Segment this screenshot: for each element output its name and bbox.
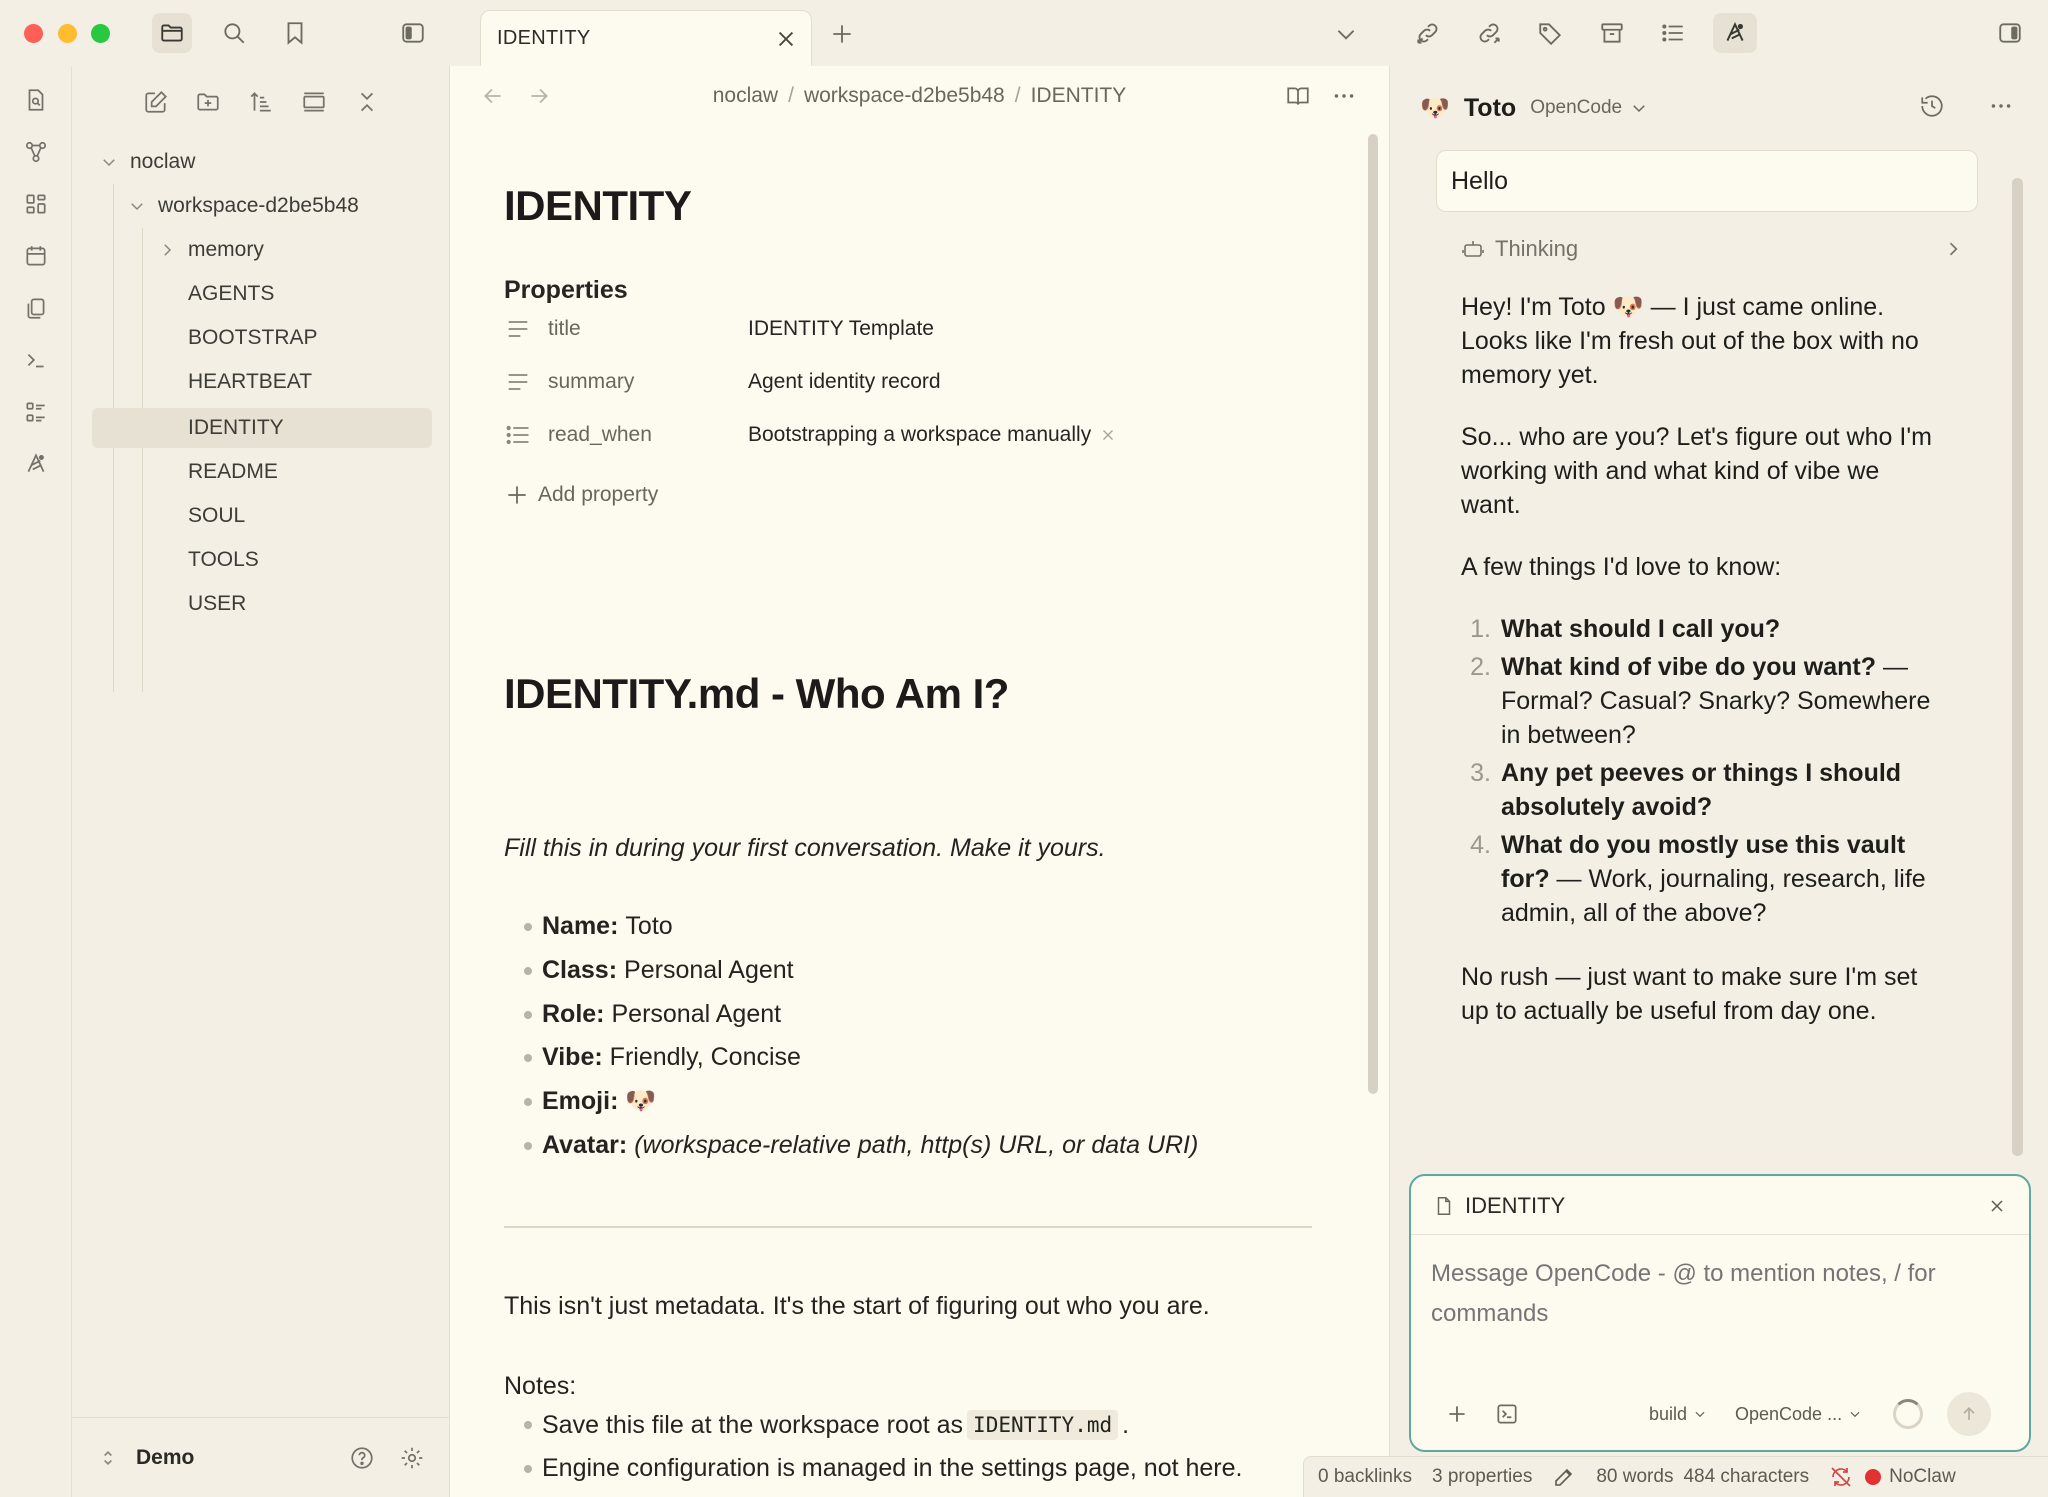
property-row[interactable] bbox=[504, 415, 1117, 455]
field-value: Personal Agent bbox=[624, 956, 794, 984]
file-explorer bbox=[72, 66, 450, 1497]
help-icon[interactable] bbox=[342, 1438, 382, 1478]
property-row[interactable] bbox=[504, 309, 934, 349]
chevron-down-icon bbox=[128, 197, 146, 215]
field-value: Toto bbox=[625, 912, 673, 940]
tab-label: IDENTITY bbox=[497, 27, 591, 49]
properties-count: 3 properties bbox=[1432, 1466, 1533, 1487]
message-input[interactable] bbox=[1431, 1254, 2011, 1344]
collapse-view-icon[interactable] bbox=[294, 82, 334, 122]
vault-name: Demo bbox=[136, 1446, 195, 1469]
breadcrumb-root[interactable]: noclaw bbox=[712, 84, 779, 107]
chevron-right-icon bbox=[1943, 239, 1963, 259]
thinking-toggle[interactable] bbox=[1461, 232, 1963, 266]
folder-label: noclaw bbox=[130, 150, 196, 173]
notes-heading: Notes: bbox=[504, 1372, 577, 1400]
zoom-window-button[interactable] bbox=[91, 24, 110, 43]
question-item bbox=[1461, 650, 1941, 752]
toggle-left-sidebar-icon[interactable] bbox=[393, 13, 433, 53]
property-row[interactable] bbox=[504, 362, 941, 402]
send-button[interactable] bbox=[1947, 1392, 1991, 1436]
list-number: 4. bbox=[1470, 831, 1491, 859]
history-icon[interactable] bbox=[1912, 86, 1952, 126]
more-options-icon[interactable] bbox=[1324, 76, 1364, 116]
agent-status-label: NoClaw bbox=[1889, 1466, 1956, 1487]
plus-icon bbox=[504, 482, 530, 508]
agent-name: Toto bbox=[1463, 93, 1517, 122]
assistant-paragraph: No rush — just want to make sure I'm set up to actually be useful from day one. bbox=[1461, 963, 1918, 1025]
composer-divider bbox=[1411, 1234, 2029, 1235]
terminal-icon[interactable] bbox=[16, 340, 56, 380]
message-composer bbox=[1409, 1174, 2031, 1452]
arrow-up-icon bbox=[1959, 1404, 1979, 1424]
model-selector[interactable] bbox=[1735, 1400, 1862, 1428]
list-item bbox=[524, 1410, 1129, 1440]
file-label: TOOLS bbox=[188, 548, 259, 571]
breadcrumb-folder[interactable]: workspace-d2be5b48 bbox=[803, 84, 1005, 107]
files-icon[interactable] bbox=[152, 13, 192, 53]
title-bar bbox=[0, 0, 2048, 66]
agent-chat-icon[interactable] bbox=[1713, 13, 1757, 53]
field-label: Name: bbox=[542, 912, 619, 940]
backlinks-icon[interactable] bbox=[1408, 13, 1448, 53]
open-quick-note-icon[interactable] bbox=[16, 80, 56, 120]
sort-icon[interactable] bbox=[241, 82, 281, 122]
vault-switcher[interactable] bbox=[98, 1438, 194, 1478]
file-agents[interactable] bbox=[188, 274, 274, 314]
outgoing-links-icon[interactable] bbox=[1469, 13, 1509, 53]
file-user[interactable] bbox=[188, 584, 246, 624]
settings-gear-icon[interactable] bbox=[392, 1438, 432, 1478]
file-soul[interactable] bbox=[188, 496, 245, 536]
remove-attachment-icon[interactable] bbox=[1987, 1196, 2007, 1216]
file-label: HEARTBEAT bbox=[188, 370, 313, 393]
breadcrumb-file[interactable]: IDENTITY bbox=[1030, 84, 1127, 107]
mode-selector[interactable] bbox=[1649, 1400, 1707, 1428]
chat-more-icon[interactable] bbox=[1981, 86, 2021, 126]
chevron-down-icon bbox=[1630, 99, 1648, 117]
outline-icon[interactable] bbox=[1653, 13, 1693, 53]
add-attachment-icon[interactable] bbox=[1437, 1394, 1477, 1434]
mode-label: build bbox=[1649, 1403, 1688, 1424]
horizontal-rule bbox=[504, 1226, 1312, 1228]
sync-off-icon[interactable] bbox=[1829, 1465, 1853, 1489]
file-icon bbox=[1433, 1195, 1455, 1217]
question-item bbox=[1461, 756, 1941, 824]
property-value[interactable]: Bootstrapping a workspace manually bbox=[748, 423, 1092, 446]
note-text: Engine configuration is managed in the settings page, not here. bbox=[542, 1454, 1243, 1482]
minimize-window-button[interactable] bbox=[58, 24, 77, 43]
question-bold: What do you mostly use this vault for? bbox=[1501, 831, 1906, 893]
chat-scrollbar[interactable] bbox=[2012, 178, 2023, 1156]
chevron-down-icon bbox=[1693, 1407, 1707, 1421]
content-heading: IDENTITY.md - Who Am I? bbox=[504, 670, 1009, 717]
folder-label: workspace-d2be5b48 bbox=[158, 194, 359, 217]
property-key: read_when bbox=[548, 423, 652, 446]
file-bootstrap[interactable] bbox=[188, 318, 318, 358]
remove-value-icon[interactable] bbox=[1099, 426, 1117, 444]
command-icon[interactable] bbox=[1487, 1394, 1527, 1434]
file-readme[interactable] bbox=[188, 452, 278, 492]
new-note-icon[interactable] bbox=[136, 82, 176, 122]
list-number: 1. bbox=[1470, 615, 1491, 643]
file-label: README bbox=[188, 460, 278, 483]
attached-note-label: IDENTITY bbox=[1465, 1193, 1566, 1218]
list-item bbox=[524, 912, 673, 941]
editor-scrollbar[interactable] bbox=[1368, 134, 1378, 1094]
question-bold: What kind of vibe do you want? bbox=[1501, 653, 1876, 681]
folder-label: memory bbox=[188, 238, 264, 261]
file-label: USER bbox=[188, 592, 247, 615]
reading-view-icon[interactable] bbox=[1278, 76, 1318, 116]
chevron-right-icon bbox=[158, 241, 176, 259]
list-item bbox=[524, 1131, 1198, 1160]
field-value: 🐶 bbox=[625, 1087, 657, 1115]
assistant-paragraph: Hey! I'm Toto 🐶 — I just came online. Looks like I'm fresh out of the box with no memory yet. bbox=[1461, 293, 1919, 389]
agent-chat-panel bbox=[1389, 66, 2048, 1497]
note-text: . bbox=[1122, 1410, 1130, 1439]
backlinks-count[interactable]: 0 backlinks bbox=[1318, 1466, 1412, 1487]
character-count: 484 characters bbox=[1683, 1466, 1810, 1487]
field-value: Personal Agent bbox=[611, 1000, 782, 1028]
status-dot-icon bbox=[1865, 1469, 1881, 1485]
loading-spinner-icon bbox=[1893, 1399, 1923, 1429]
user-message-text: Hello bbox=[1451, 166, 1508, 195]
question-bold: What should I call you? bbox=[1501, 615, 1781, 643]
status-bar bbox=[1303, 1456, 2048, 1497]
word-count: 80 words bbox=[1596, 1466, 1674, 1487]
assistant-paragraph: A few things I'd love to know: bbox=[1461, 553, 1782, 581]
file-label: AGENTS bbox=[188, 282, 275, 305]
field-label: Vibe: bbox=[542, 1043, 603, 1071]
close-window-button[interactable] bbox=[24, 24, 43, 43]
intro-text: Fill this in during your first conversation. Make it yours. bbox=[504, 834, 1106, 862]
chevron-updown-icon bbox=[98, 1448, 118, 1468]
file-label: IDENTITY bbox=[188, 416, 284, 439]
text-property-icon bbox=[504, 315, 532, 343]
new-tab-icon[interactable] bbox=[822, 14, 862, 54]
list-item bbox=[524, 1087, 657, 1116]
tab-list-chevron-icon[interactable] bbox=[1326, 14, 1366, 54]
field-label: Avatar: bbox=[542, 1131, 628, 1159]
list-icon[interactable] bbox=[16, 392, 56, 432]
collapse-all-icon[interactable] bbox=[347, 82, 387, 122]
folder-workspace[interactable] bbox=[128, 186, 359, 226]
list-item bbox=[524, 1000, 781, 1029]
breadcrumb: noclaw / workspace-d2be5b48 / IDENTITY bbox=[712, 84, 1127, 107]
tags-icon[interactable] bbox=[1530, 13, 1570, 53]
field-value: Friendly, Concise bbox=[609, 1043, 801, 1071]
assistant-paragraph: So... who are you? Let's figure out who I'm working with and what kind of vibe we want. bbox=[1461, 423, 1932, 519]
property-key: title bbox=[548, 317, 581, 340]
folder-memory[interactable] bbox=[158, 230, 264, 270]
add-property-button[interactable] bbox=[504, 475, 658, 515]
folder-noclaw[interactable] bbox=[100, 142, 195, 182]
note-text: Save this file at the workspace root as bbox=[542, 1410, 964, 1439]
question-item bbox=[1461, 612, 1941, 646]
bookmark-icon[interactable] bbox=[275, 13, 315, 53]
file-label: SOUL bbox=[188, 504, 246, 527]
list-number: 3. bbox=[1470, 759, 1491, 787]
agent-icon[interactable] bbox=[16, 444, 56, 484]
search-icon[interactable] bbox=[214, 13, 254, 53]
property-key: summary bbox=[548, 370, 635, 393]
file-heartbeat[interactable] bbox=[188, 362, 312, 402]
question-item bbox=[1461, 828, 1941, 930]
list-property-icon bbox=[504, 421, 532, 449]
add-property-label: Add property bbox=[538, 483, 659, 506]
field-label: Role: bbox=[542, 1000, 605, 1028]
copy-icon[interactable] bbox=[16, 288, 56, 328]
editor-pane bbox=[451, 66, 1388, 1497]
left-ribbon bbox=[0, 66, 72, 1497]
field-label: Emoji: bbox=[542, 1087, 619, 1115]
chevron-down-icon bbox=[1848, 1407, 1862, 1421]
thinking-label: Thinking bbox=[1495, 236, 1579, 261]
list-item bbox=[524, 1043, 801, 1072]
attached-note-chip bbox=[1433, 1190, 1565, 1222]
note-title[interactable]: IDENTITY bbox=[504, 182, 692, 229]
graph-view-icon[interactable] bbox=[16, 132, 56, 172]
provider-label: OpenCode bbox=[1530, 97, 1623, 118]
file-tools[interactable] bbox=[188, 540, 259, 580]
calendar-icon[interactable] bbox=[16, 236, 56, 276]
properties-heading: Properties bbox=[504, 276, 628, 304]
question-bold: Any pet peeves or things I should absolutely avoid? bbox=[1501, 759, 1902, 821]
tab-identity[interactable] bbox=[480, 10, 812, 66]
provider-selector[interactable] bbox=[1530, 97, 1648, 119]
field-value: (workspace-relative path, http(s) URL, or data URI) bbox=[634, 1131, 1199, 1159]
pencil-icon[interactable] bbox=[1552, 1465, 1576, 1489]
agent-emoji: 🐶 bbox=[1420, 94, 1450, 122]
user-message bbox=[1436, 150, 1978, 212]
agent-status[interactable] bbox=[1865, 1466, 1956, 1488]
question-rest: — Formal? Casual? Snarky? Somewhere in between? bbox=[1501, 653, 1931, 749]
inline-code: IDENTITY.md bbox=[967, 1410, 1118, 1440]
question-rest: — Work, journaling, research, life admin, all of the above? bbox=[1501, 865, 1926, 927]
list-item bbox=[524, 1454, 1242, 1483]
tree-guide bbox=[142, 228, 143, 692]
list-item bbox=[524, 956, 794, 985]
chat-header bbox=[1420, 88, 1648, 128]
archive-icon[interactable] bbox=[1592, 13, 1632, 53]
file-identity[interactable] bbox=[92, 408, 432, 448]
close-tab-icon[interactable] bbox=[775, 28, 797, 50]
closing-text: This isn't just metadata. It's the start of figuring out who you are. bbox=[504, 1292, 1210, 1320]
robot-icon bbox=[1461, 237, 1485, 261]
property-value[interactable]: Agent identity record bbox=[748, 370, 941, 393]
new-folder-icon[interactable] bbox=[188, 82, 228, 122]
property-value[interactable]: IDENTITY Template bbox=[748, 317, 934, 340]
canvas-icon[interactable] bbox=[16, 184, 56, 224]
sidebar-footer bbox=[72, 1417, 450, 1497]
file-label: BOOTSTRAP bbox=[188, 326, 318, 349]
chevron-down-icon bbox=[100, 153, 118, 171]
field-label: Class: bbox=[542, 956, 618, 984]
list-number: 2. bbox=[1470, 653, 1491, 681]
toggle-right-sidebar-icon[interactable] bbox=[1990, 13, 2030, 53]
text-property-icon bbox=[504, 368, 532, 396]
model-label: OpenCode ... bbox=[1735, 1403, 1843, 1424]
